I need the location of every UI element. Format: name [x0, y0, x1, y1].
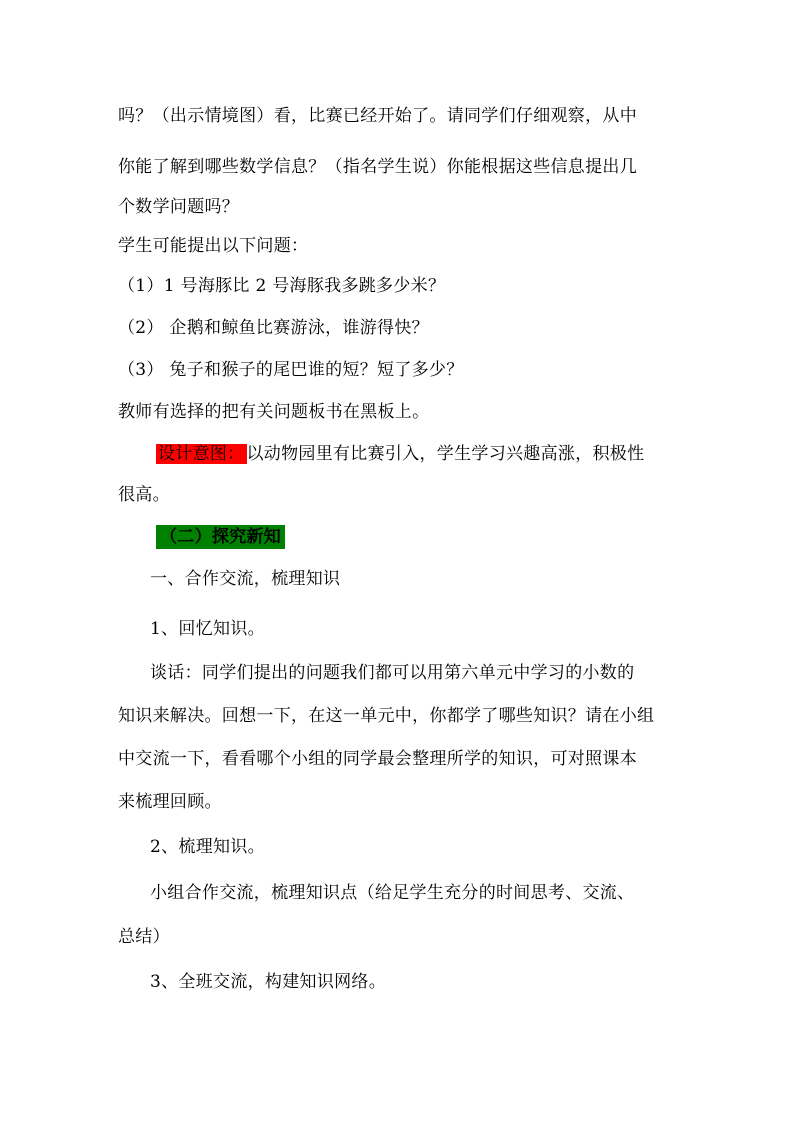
- design-intent-text: 以动物园里有比赛引入，学生学习兴趣高涨，积极性: [246, 444, 645, 464]
- design-intent-continuation: 很高。: [118, 485, 170, 505]
- design-intent-paragraph: [156, 442, 644, 466]
- paragraph-line: 谈话：同学们提出的问题我们都可以用第六单元中学习的小数的: [150, 663, 635, 683]
- step-heading: 1、回忆知识。: [150, 619, 265, 639]
- section-heading-label: （二）探究新知: [156, 525, 285, 549]
- paragraph-line: 小组合作交流，梳理知识点（给足学生充分的时间思考、交流、: [150, 883, 635, 903]
- paragraph-line: 总结）: [118, 927, 170, 947]
- question-item: （3） 兔子和猴子的尾巴谁的短？短了多少？: [118, 360, 464, 380]
- question-item: （1）1 号海豚比 2 号海豚我多跳多少米？: [118, 276, 446, 296]
- paragraph-line: 吗？（出示情境图）看，比赛已经开始了。请同学们仔细观察，从中: [118, 106, 637, 126]
- paragraph-line: 中交流一下，看看哪个小组的同学最会整理所学的知识，可对照课本: [118, 749, 637, 769]
- paragraph-line: 个数学问题吗？: [118, 197, 240, 217]
- question-item: （2） 企鹅和鲸鱼比赛游泳，谁游得快？: [118, 318, 429, 338]
- subsection-heading: 一、合作交流，梳理知识: [150, 569, 341, 589]
- paragraph-line: 学生可能提出以下问题：: [118, 236, 309, 256]
- step-heading: 3、全班交流，构建知识网络。: [150, 972, 387, 992]
- step-heading: 2、梳理知识。: [150, 837, 265, 857]
- paragraph-line: 知识来解决。回想一下，在这一单元中，你都学了哪些知识？请在小组: [118, 706, 655, 726]
- paragraph-line: 来梳理回顾。: [118, 792, 222, 812]
- section-heading: [156, 525, 285, 549]
- paragraph-line: 教师有选择的把有关问题板书在黑板上。: [118, 402, 430, 422]
- paragraph-line: 你能了解到哪些数学信息？（指名学生说）你能根据这些信息提出几: [118, 157, 637, 177]
- design-intent-label: 设计意图：: [158, 444, 245, 464]
